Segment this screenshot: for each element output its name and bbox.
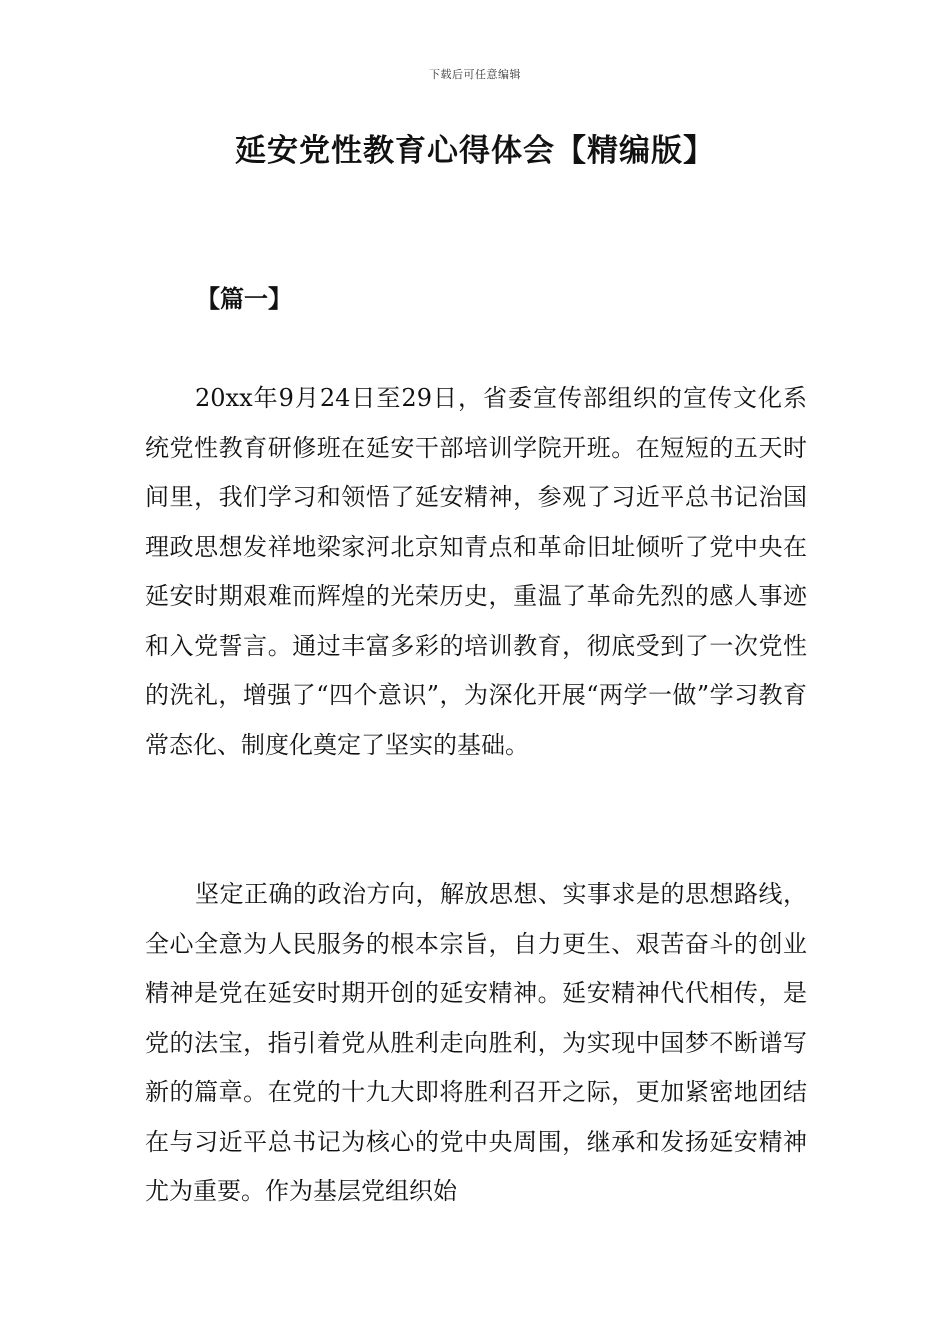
page-header-note: 下载后可任意编辑 <box>429 68 521 81</box>
document-title: 延安党性教育心得体会【精编版】 <box>235 133 715 169</box>
section-label: 【篇一】 <box>196 285 292 313</box>
paragraph-2: 坚定正确的政治方向，解放思想、实事求是的思想路线，全心全意为人民服务的根本宗旨，自力更生、艰苦奋斗的创业精神是党在延安时期开创的延安精神。延安精神代代相传，是党的法宝，指引着党从胜利走向胜利，为实现中国梦不断谱写新的篇章。在党的十九大即将胜利召开之际，更加紧密地团结在与习近平总书记为核心的党中央周围，继承和发扬延安精神尤为重要。作为基层党组织始 <box>145 880 807 1205</box>
paragraph-1: 20xx年9月24日至29日，省委宣传部组织的宣传文化系统党性教育研修班在延安干部培训学院开班。在短短的五天时间里，我们学习和领悟了延安精神，参观了习近平总书记治国理政思想发祥地梁家河北京知青点和革命旧址倾听了党中央在延安时期艰难而辉煌的光荣历史，重温了革命先烈的感人事迹和入党誓言。通过丰富多彩的培训教育，彻底受到了一次党性的洗礼，增强了“四个意识”，为深化开展“两学一做”学习教育常态化、制度化奠定了坚实的基础。 <box>145 384 807 759</box>
